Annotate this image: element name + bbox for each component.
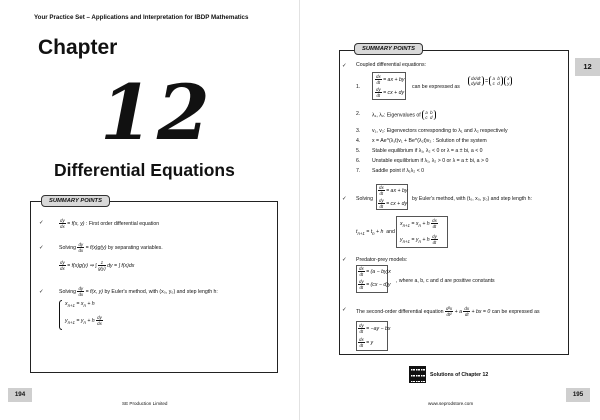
euler-eq-y: $\frac{dy}{dt}$ = cx + dy bbox=[379, 198, 408, 209]
predator-eq-y: $\frac{dy}{dt}$ = (cx − d)y bbox=[359, 279, 391, 290]
coupled-item-number: 5. bbox=[356, 148, 361, 154]
check-icon: ✓ bbox=[342, 63, 347, 69]
book-header: Your Practice Set – Applications and Interpretation for IBDP Mathematics bbox=[34, 14, 249, 21]
summary-points-box bbox=[30, 198, 278, 373]
coupled-item-number: 2. bbox=[356, 111, 361, 117]
saddle-line: Saddle point if λ₁λ₂ < 0 bbox=[372, 168, 425, 174]
predator-note: , where a, b, c and d are positive constants bbox=[396, 278, 495, 284]
page-number-right: 195 bbox=[566, 388, 590, 402]
euler-update-y: $y_{n+1} = y_n + h$ $\frac{dy}{dt}$ bbox=[400, 234, 437, 245]
coupled-item-number: 6. bbox=[356, 158, 361, 164]
page-number-left: 194 bbox=[8, 388, 32, 402]
chapter-number: 12 bbox=[100, 68, 214, 157]
coupled-item-number: 3. bbox=[356, 128, 361, 134]
coupled-title: Coupled differential equations: bbox=[356, 62, 426, 68]
coupled-eq-y: $\frac{dy}{dt}$ = cx + dy bbox=[376, 87, 405, 98]
footer-publisher: SE Production Limited bbox=[122, 401, 168, 406]
separation-formula: $\frac{dy}{dx}$ = f(x)g(y) ⇒ ∫ $\frac{1}{g(y)}$ dy = ∫ f(x)dx bbox=[60, 260, 135, 271]
summary-item-first-order: $\frac{dy}{dx}$ = f(x, y) : First order differential equation bbox=[60, 218, 160, 229]
qr-code-icon[interactable] bbox=[409, 366, 426, 383]
chapter-label: Chapter bbox=[38, 36, 118, 59]
coupled-eq-x: $\frac{dx}{dt}$ = ax + by bbox=[376, 74, 405, 85]
general-solution-line: x = Ae^(λ₁t)v₁ + Be^(λ₂t)v₂ : Solution of the system bbox=[372, 138, 487, 144]
summary-points-tab: SUMMARY POINTS bbox=[41, 195, 110, 207]
second-order-eq-y: $\frac{dy}{dt}$ = −ay − bx bbox=[359, 323, 391, 334]
summary-points-tab-right: SUMMARY POINTS bbox=[354, 43, 423, 55]
chapter-tab: 12 bbox=[575, 58, 600, 76]
chapter-title: Differential Equations bbox=[54, 160, 235, 180]
unstable-line: Unstable equilibrium if λ₁, λ₂ > 0 or λ = a ± bi, a > 0 bbox=[372, 158, 489, 164]
eigenvectors-line: v₁, v₂: Eigenvectors corresponding to λ₁ and λ₂ respectively bbox=[372, 128, 508, 134]
brace-shape bbox=[59, 300, 62, 330]
euler-eq-x: $\frac{dx}{dt}$ = ax + by bbox=[379, 185, 408, 196]
euler-coupled-text: by Euler's method, with (t₀, x₀, y₀) and step length h: bbox=[412, 196, 532, 202]
book-spine bbox=[299, 0, 300, 420]
check-icon: ✓ bbox=[39, 245, 44, 251]
footer-website: www.seprodstore.com bbox=[428, 401, 474, 406]
check-icon: ✓ bbox=[39, 289, 44, 295]
check-icon: ✓ bbox=[39, 220, 44, 226]
euler-t-step: $t_{n+1} = t_n + h$ and bbox=[356, 229, 395, 237]
check-icon: ✓ bbox=[342, 257, 347, 263]
coupled-item-number: 4. bbox=[356, 138, 361, 144]
matrix-form: dx/dt dy/dt = a b c d x y bbox=[468, 76, 512, 86]
coupled-item-number: 7. bbox=[356, 168, 361, 174]
stable-line: Stable equilibrium if λ₁, λ₂ < 0 or λ = a ± bi, a < 0 bbox=[372, 148, 483, 154]
coupled-expressed-text: can be expressed as bbox=[412, 84, 460, 90]
second-order-line: The second-order differential equation $\frac{\text{d²x}}{\text{dt²}}$ + a $\frac{dx}{dt}$ + bx = 0 can be expressed as bbox=[356, 306, 540, 317]
predator-title: Predator-prey models: bbox=[356, 257, 408, 263]
euler-formula-x: $x_{n+1} = x_n + h$ bbox=[65, 301, 95, 309]
summary-item-separating: Solving $\frac{dy}{dx}$ = f(x)g(y) by separating variables. bbox=[59, 242, 163, 253]
solutions-link[interactable]: Solutions of Chapter 12 bbox=[430, 372, 489, 378]
check-icon: ✓ bbox=[342, 196, 347, 202]
second-order-eq-x: $\frac{dx}{dt}$ = y bbox=[359, 337, 374, 348]
summary-points-box-right bbox=[339, 46, 569, 355]
coupled-item-number: 1. bbox=[356, 84, 361, 90]
euler-formula-y: $y_{n+1} = y_n + h$ $\frac{dy}{dx}$ bbox=[65, 315, 102, 326]
predator-eq-x: $\frac{dx}{dt}$ = (a − by)x bbox=[359, 266, 391, 277]
check-icon: ✓ bbox=[342, 307, 347, 313]
summary-item-euler: Solving $\frac{dy}{dx}$ = f(x, y) by Euler's method, with (x₀, y₀) and step length h: bbox=[59, 286, 218, 297]
euler-update-x: $x_{n+1} = x_n + h$ $\frac{dx}{dt}$ bbox=[400, 218, 437, 229]
eigenvalues-line: λ₁, λ₂: Eigenvalues of a b c d bbox=[372, 110, 436, 120]
solving-label: Solving bbox=[356, 196, 374, 202]
